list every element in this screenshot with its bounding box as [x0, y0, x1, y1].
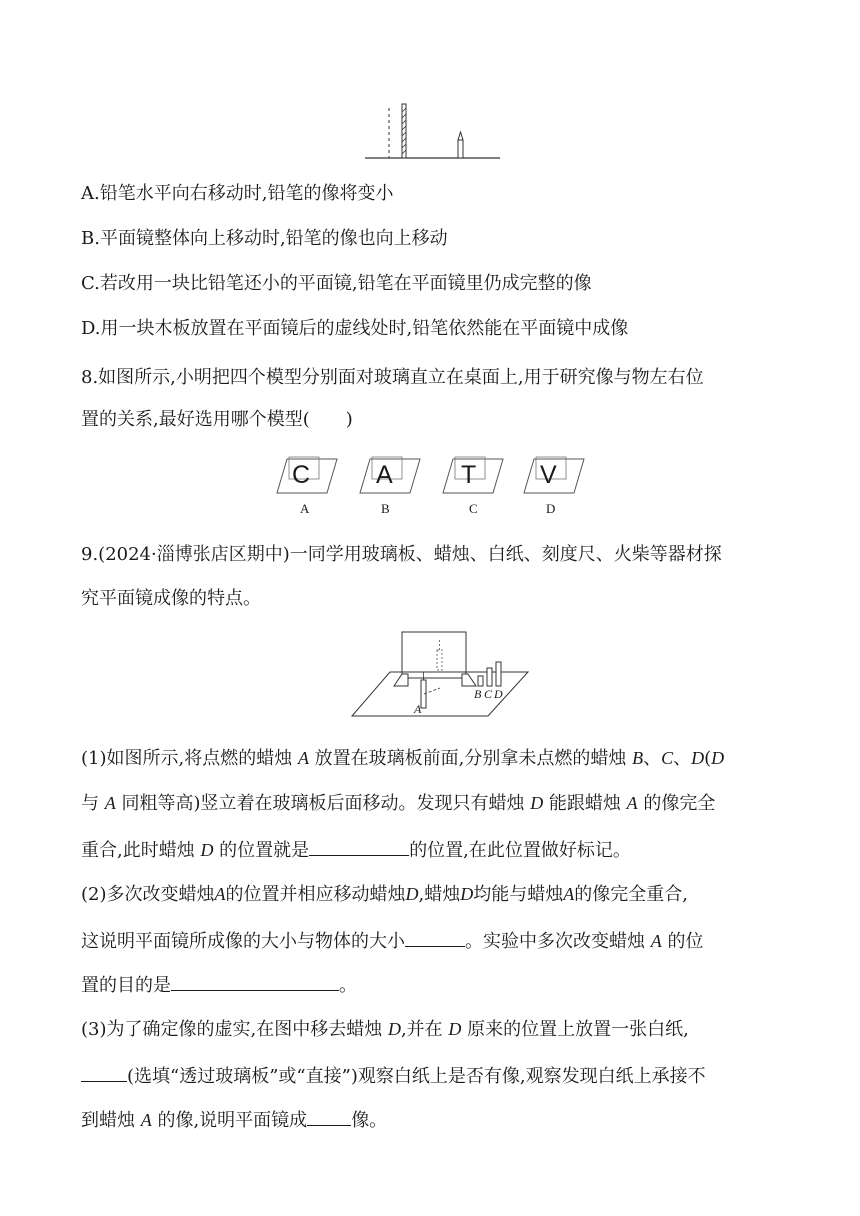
answer-blank-1[interactable]: [309, 835, 409, 856]
q9-part3-line1: (3)为了确定像的虚实,在图中移去蜡烛 D,并在 D 原来的位置上放置一张白纸,: [81, 1019, 689, 1040]
q8-model-d-letter: V: [540, 461, 557, 489]
answer-blank-5[interactable]: [307, 1105, 351, 1126]
q8-stem-line2: 置的关系,最好选用哪个模型( ): [81, 409, 353, 430]
q8-model-b-label: B: [381, 501, 390, 516]
candle-experiment-figure: [350, 630, 530, 720]
q9-part2-line3: 置的目的是 。: [81, 970, 357, 999]
q9-stem-line1: 9.(2024·淄博张店区期中)一同学用玻璃板、蜡烛、白纸、刻度尺、火柴等器材探: [81, 544, 722, 565]
q9-stem-line2: 究平面镜成像的特点。: [81, 588, 261, 609]
figure-label-d: D: [494, 687, 503, 701]
q8-model-d-label: D: [546, 501, 556, 516]
q8-model-a: [275, 455, 339, 519]
q8-model-b-letter: A: [376, 461, 393, 489]
q9-part1-line1: (1)如图所示,将点燃的蜡烛 A 放置在玻璃板前面,分别拿未点燃的蜡烛 B、C、D(D: [81, 748, 725, 769]
q7-option-d: D.用一块木板放置在平面镜后的虚线处时,铅笔依然能在平面镜中成像: [81, 318, 629, 339]
q8-model-c-label: C: [469, 501, 478, 516]
q9-part3-line3: 到蜡烛 A 的像,说明平面镜成 像。: [81, 1105, 387, 1134]
figure-label-a: A: [414, 702, 422, 716]
answer-blank-4[interactable]: [81, 1061, 127, 1082]
q8-model-b: [358, 455, 422, 519]
q9-part1-line3: 重合,此时蜡烛 D 的位置就是 的位置,在此位置做好标记。: [81, 835, 631, 864]
q8-model-a-letter: C: [292, 461, 311, 489]
q7-option-b: B.平面镜整体向上移动时,铅笔的像也向上移动: [81, 228, 448, 249]
answer-blank-3[interactable]: [171, 970, 339, 991]
q7-option-a: A.铅笔水平向右移动时,铅笔的像将变小: [81, 183, 394, 204]
q7-option-c: C.若改用一块比铅笔还小的平面镜,铅笔在平面镜里仍成完整的像: [81, 273, 592, 294]
pencil-mirror-figure: [360, 100, 505, 164]
q9-part1-line2: 与 A 同粗等高)竖立着在玻璃板后面移动。发现只有蜡烛 D 能跟蜡烛 A 的像完全: [81, 793, 716, 814]
q9-part2-line2: 这说明平面镜所成像的大小与物体的大小 。实验中多次改变蜡烛 A 的位: [81, 926, 703, 955]
q8-model-a-label: A: [300, 501, 310, 516]
q8-model-c: [441, 455, 505, 519]
q8-model-d: [522, 455, 586, 519]
q9-part2-line1: (2)多次改变蜡烛A的位置并相应移动蜡烛D,蜡烛D均能与蜡烛A的像完全重合,: [81, 884, 688, 905]
answer-blank-2[interactable]: [405, 926, 465, 947]
q8-model-c-letter: T: [461, 461, 477, 489]
figure-label-b: B: [474, 687, 482, 701]
q8-stem-line1: 8.如图所示,小明把四个模型分别面对玻璃直立在桌面上,用于研究像与物左右位: [81, 367, 704, 388]
figure-label-c: C: [484, 687, 493, 701]
q9-part3-line2: (选填“透过玻璃板”或“直接”)观察白纸上是否有像,观察发现白纸上承接不: [81, 1061, 706, 1090]
